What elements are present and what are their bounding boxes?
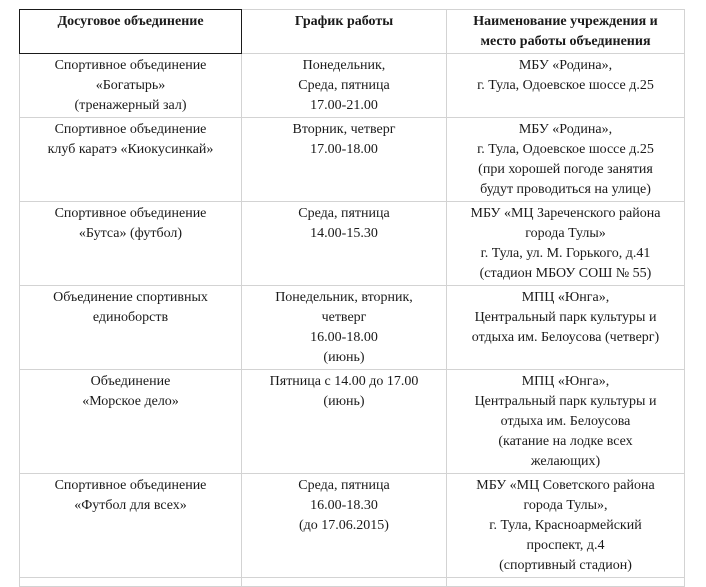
cell-place <box>447 118 685 202</box>
cell-text: Спортивное объединение <box>54 58 207 73</box>
table-header-row <box>20 10 685 54</box>
clubs-schedule-table <box>19 9 685 587</box>
table-row <box>20 370 685 474</box>
cell-text: Объединение <box>90 374 171 389</box>
cell-schedule <box>242 202 447 286</box>
cell-text: города Тулы», <box>523 498 608 513</box>
cell-text: МБУ «Родина», <box>518 122 613 137</box>
cell-text: Пятница с 14.00 до 17.00 <box>269 374 419 389</box>
cell-text: «Футбол для всех» <box>74 498 187 513</box>
cell-text: (июнь) <box>323 350 365 365</box>
cell-text: МПЦ «Юнга», <box>521 374 610 389</box>
cell-text: клуб каратэ «Киокусинкай» <box>47 142 214 157</box>
cell-text: проспект, д.4 <box>526 538 605 553</box>
cell-text: г. Тула, Одоевское шоссе д.25 <box>477 78 654 93</box>
cell-place <box>447 286 685 370</box>
cell-text: Спортивное объединение <box>54 206 207 221</box>
header-place-text: Наименование учреждения и <box>473 14 658 29</box>
table-row <box>20 202 685 286</box>
cell-club <box>20 474 242 578</box>
table-row-cut-off <box>20 578 685 587</box>
cell-text: (до 17.06.2015) <box>299 518 389 533</box>
cell-text: Спортивное объединение <box>54 122 207 137</box>
cell-text: Среда, пятница <box>298 206 390 221</box>
cell-text: 16.00-18.00 <box>310 330 378 345</box>
cell-text: четверг <box>321 310 367 325</box>
cell-text: Центральный парк культуры и <box>474 310 657 325</box>
cell-schedule <box>242 54 447 118</box>
cell-club <box>20 370 242 474</box>
cell-text: 17.00-18.00 <box>310 142 378 157</box>
header-schedule <box>242 10 447 54</box>
cell-text: (тренажерный зал) <box>74 98 187 113</box>
cell-text: 14.00-15.30 <box>310 226 378 241</box>
cell-text: (катание на лодке всех <box>498 434 633 449</box>
cell-place <box>447 474 685 578</box>
cell-text: Понедельник, вторник, <box>275 290 413 305</box>
cell-text: Объединение спортивных <box>53 290 208 305</box>
cell-empty <box>20 578 242 587</box>
cell-text: города Тулы» <box>525 226 606 241</box>
table-row <box>20 474 685 578</box>
cell-text: (июнь) <box>323 394 365 409</box>
cell-text: (стадион МБОУ СОШ № 55) <box>479 266 652 281</box>
cell-text: будут проводиться на улице) <box>480 182 651 197</box>
cell-text: МПЦ «Юнга», <box>521 290 610 305</box>
cell-text: г. Тула, Одоевское шоссе д.25 <box>477 142 654 157</box>
cell-schedule <box>242 118 447 202</box>
cell-schedule <box>242 474 447 578</box>
cell-schedule <box>242 370 447 474</box>
cell-text: г. Тула, ул. М. Горького, д.41 <box>480 246 651 261</box>
cell-text: «Богатырь» <box>95 78 166 93</box>
header-club-text: Досуговое объединение <box>57 14 204 29</box>
header-schedule-text: График работы <box>294 14 394 29</box>
cell-empty <box>447 578 685 587</box>
table-row <box>20 54 685 118</box>
cell-text: г. Тула, Красноармейский <box>489 518 642 533</box>
cell-text: МБУ «МЦ Советского района <box>476 478 655 493</box>
cell-text: «Бутса» (футбол) <box>78 226 183 241</box>
cell-schedule <box>242 286 447 370</box>
cell-text: 17.00-21.00 <box>310 98 378 113</box>
cell-text: желающих) <box>530 454 601 469</box>
cell-place <box>447 370 685 474</box>
cell-place <box>447 202 685 286</box>
header-place-text: место работы объединения <box>480 34 651 49</box>
cell-text: Среда, пятница <box>298 78 390 93</box>
header-club <box>20 10 242 54</box>
cell-text: МБУ «Родина», <box>518 58 613 73</box>
cell-text: 16.00-18.30 <box>310 498 378 513</box>
cell-club <box>20 202 242 286</box>
cell-text: Вторник, четверг <box>292 122 396 137</box>
cell-text: единоборств <box>92 310 169 325</box>
cell-empty <box>242 578 447 587</box>
cell-text: Спортивное объединение <box>54 478 207 493</box>
cell-text: Понедельник, <box>302 58 386 73</box>
cell-club <box>20 54 242 118</box>
cell-text: Среда, пятница <box>298 478 390 493</box>
table-row <box>20 118 685 202</box>
header-place <box>447 10 685 54</box>
cell-text: МБУ «МЦ Зареченского района <box>470 206 661 221</box>
cell-text: отдыха им. Белоусова <box>500 414 631 429</box>
cell-text: Центральный парк культуры и <box>474 394 657 409</box>
cell-text: (спортивный стадион) <box>499 558 632 573</box>
cell-club <box>20 286 242 370</box>
cell-text: отдыха им. Белоусова (четверг) <box>471 330 660 345</box>
cell-club <box>20 118 242 202</box>
cell-place <box>447 54 685 118</box>
cell-text: (при хорошей погоде занятия <box>478 162 653 177</box>
cell-text: «Морское дело» <box>82 394 179 409</box>
table-row <box>20 286 685 370</box>
